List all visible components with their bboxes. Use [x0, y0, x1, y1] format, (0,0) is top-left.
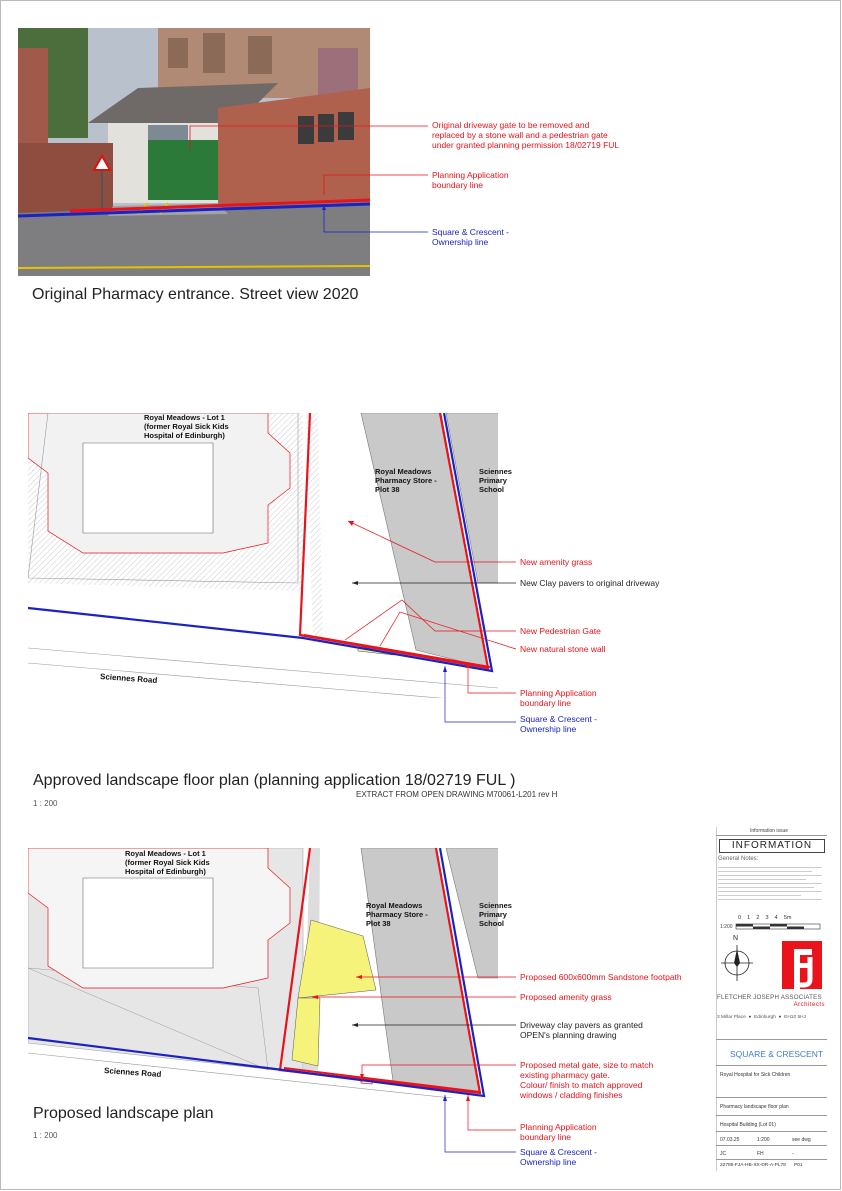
north-arrow-icon: [720, 943, 756, 983]
plan1-road-label: Sciennes Road: [99, 672, 158, 685]
scale-bar-ratio: 1:200: [720, 924, 733, 930]
plan1-pavers-note: New Clay pavers to original driveway: [520, 578, 660, 588]
scale-bar-text: 0 1 2 3 4 5m: [738, 915, 792, 921]
checked-value: FH: [757, 1151, 764, 1157]
fja-logo-icon: [780, 939, 824, 991]
plan1-boundary-note: Planning Application boundary line: [520, 688, 597, 708]
plan1-lot1-label: Royal Meadows - Lot 1 (former Royal Sick Kids Hospital of Edinburgh): [144, 413, 229, 440]
photo-leader-lines: [0, 0, 842, 300]
building-name: Hospital Building (Lot 01): [720, 1122, 776, 1128]
photo-ownership-note: Square & Crescent - Ownership line: [432, 227, 510, 247]
plan1-leader-lines: [0, 400, 842, 740]
plan2-gate-note: Proposed metal gate, size to match existing pharmacy gate. Colour/ finish to match approved windows / cladding finishes: [520, 1060, 654, 1100]
size-value: see dwg: [792, 1137, 811, 1143]
plan2-ownership-note: Square & Crescent - Ownership line: [520, 1147, 598, 1167]
plan2-store-label: Royal Meadows Pharmacy Store - Plot 38: [366, 901, 428, 928]
plan1-wall-note: New natural stone wall: [520, 644, 606, 654]
revision: P01: [794, 1163, 803, 1168]
plan2-road-label: Sciennes Road: [103, 1066, 162, 1079]
client-name: SQUARE & CRESCENT: [730, 1049, 824, 1059]
plan2-boundary-note: Planning Application boundary line: [520, 1122, 597, 1142]
plan2-title: Proposed landscape plan: [33, 1105, 214, 1122]
drawn-value: JC: [720, 1151, 727, 1157]
plan2-lot1-label: Royal Meadows - Lot 1 (former Royal Sick Kids Hospital of Edinburgh): [125, 849, 210, 876]
firm-address: 3 Millar Place ● Edinburgh ● EH10 5HJ: [717, 1015, 806, 1020]
photo-caption: Original Pharmacy entrance. Street view 2020: [32, 286, 359, 303]
status-small: Information issue: [750, 828, 789, 834]
plan2-scale: 1 : 200: [33, 1131, 58, 1140]
general-notes-label: General Notes:: [718, 856, 759, 862]
firm-sub: Architects: [793, 1002, 825, 1008]
plan1-title: Approved landscape floor plan (planning application 18/02719 FUL ): [33, 772, 516, 789]
plan1-grass-note: New amenity grass: [520, 557, 593, 567]
firm-name: FLETCHER JOSEPH ASSOCIATES: [717, 994, 822, 1001]
status-box: INFORMATION: [719, 839, 825, 853]
drawing-number: 22785-FJA-HB-XX-DR-A-PL78: [720, 1163, 786, 1168]
plan2-school-label: Sciennes Primary School: [479, 901, 512, 928]
plan1-scale: 1 : 200: [33, 799, 58, 808]
plan1-store-label: Royal Meadows Pharmacy Store - Plot 38: [375, 467, 437, 494]
plan1-ownership-note: Square & Crescent - Ownership line: [520, 714, 598, 734]
project-name: Royal Hospital for Sick Children: [720, 1072, 791, 1078]
driveway-note: Original driveway gate to be removed and replaced by a stone wall and a pedestrian gate under granted planning permission 18/02719 FUL: [432, 120, 620, 150]
north-label: N: [733, 935, 739, 942]
scale-value: 1:200: [757, 1137, 770, 1143]
notes-lines: [718, 864, 822, 903]
plan1-gate-note: New Pedestrian Gate: [520, 626, 601, 636]
scale-bar: [734, 923, 824, 931]
title-block: [716, 827, 827, 1173]
drawing-name: Pharmacy landscape floor plan: [720, 1104, 789, 1110]
plan2-footpath-note: Proposed 600x600mm Sandstone footpath: [520, 972, 682, 982]
photo-boundary-note: Planning Application boundary line: [432, 170, 509, 190]
plan2-pavers-note: Driveway clay pavers as granted OPEN's planning drawing: [520, 1020, 643, 1040]
approved-value: -: [792, 1151, 794, 1157]
plan1-school-label: Sciennes Primary School: [479, 467, 512, 494]
plan1-subtitle: EXTRACT FROM OPEN DRAWING M70061-L201 rev H: [356, 790, 558, 799]
date-value: 07.03.25: [720, 1137, 740, 1143]
plan2-grass-note: Proposed amenity grass: [520, 992, 612, 1002]
